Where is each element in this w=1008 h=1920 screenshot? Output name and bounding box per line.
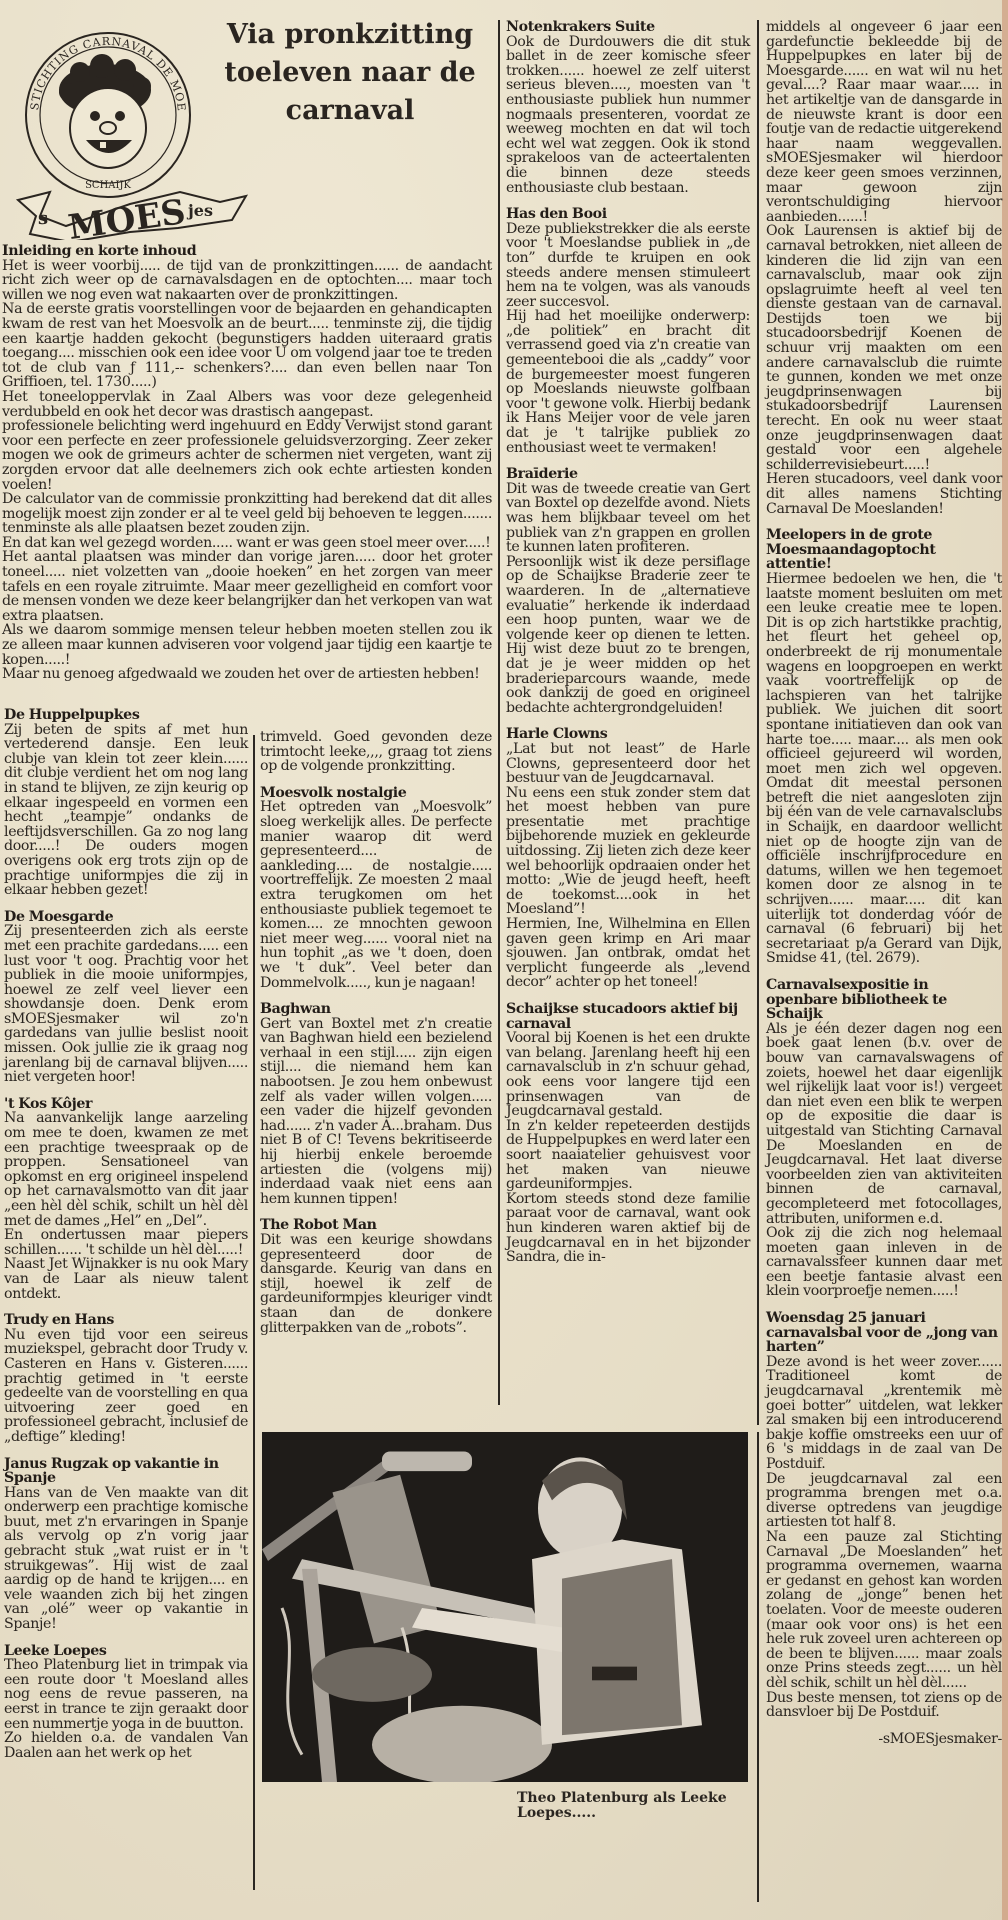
section-paragraph: Het optreden van „Moesvolk” sloeg werkelijk alles. De perfecte manier waarop dit werd gepresenteerd.... de aankleding.... de nostalgie..... voortreffelijk. Ze moesten 2 maal extra terugkomen om het enthousiaste publiek tegemoet te komen.... ze mnochten gewoon niet meer weg...... vooral niet na hun tophit „as we 't doen, doen we 't duk”. Veel beter dan Dommelvolk....., kun je nagaan! bbox=[260, 799, 492, 991]
banner-main-text: MOES bbox=[65, 192, 189, 240]
section-paragraph: Ook Laurensen is aktief bij de carnaval betrokken, niet alleen de kinderen die lid zijn van een carnavalsclub, maar ook zijn opslagruimte heeft al veel ten dienste gestaan van de carnaval. Destijds toen we bij stucadoorsbedrijf Koenen de schuur vrij maakten om een andere carnavalsclub die ruimte te gunnen, konden we met onze jeugdprinsenwagen bij stukadoorsbedrijf Laurensen terecht. En ook nu weer staat onze jeugdprinsenwagen daat gestald voor een algehele schilderrevisiebeurt.....! bbox=[766, 223, 1002, 473]
section-heading: Trudy en Hans bbox=[4, 1312, 115, 1329]
article-section bbox=[506, 207, 750, 455]
section-paragraph: Nu even tijd voor een seireus muziekspel, gebracht door Trudy v. Casteren en Hans v. Gisteren...... prachtig getimed in 't eerste gedeelte van de voorstelling en qua uitvoering zeer goed en professioneel gebracht, inclusief de „deftige” kleding! bbox=[4, 1326, 248, 1445]
intro-paragraph: Maar nu genoeg afgedwaald we zouden het over de artiesten hebben! bbox=[2, 666, 480, 683]
article-section bbox=[506, 467, 750, 715]
intro-paragraph: De calculator van de commissie pronkzitting had berekend dat dit alles mogelijk moest zijn zonder er al te veel geld bij behoeven te leggen....... tenminste als alle plaatsen bezet zouden zijn. bbox=[2, 491, 492, 537]
column-rule bbox=[253, 735, 255, 1890]
seal-bottom-text: SCHAIJK bbox=[85, 180, 131, 191]
section-paragraph: De jeugdcarnaval zal een programma brengen met o.a. diverse optredens van jeugdige artiesten tot half 8. bbox=[766, 1470, 1002, 1531]
headline-line: Via pronkzitting bbox=[226, 19, 474, 50]
section-paragraph: Theo Platenburg liet in trimpak via een route door 't Moesland alles nog eens de revue passeren, na eerst in trance te zijn geraakt door een nummertje yoga in de buutton. bbox=[4, 1657, 248, 1732]
article-section bbox=[260, 786, 492, 990]
section-heading: Carnavalsexpositie in openbare bibliotheek te Schaijk bbox=[766, 977, 947, 1023]
section-paragraph: Hiermee bedoelen we hen, die 't laatste moment besluiten om met een leuke creatie mee te lopen. Dit is op zich hartstikke prachtig, het fleurt het geheel op, onderbreekt de rij monumentale wagens en loopgroepen en werkt vaak voortreffelijk op de lachspieren van het talrijke publiek. We juichen dit soort spontane initiatieven dan ook van harte toe..... maar.... als men ook officieel gejureerd wil worden, moet men zich wel opgeven. Omdat dit meestal personen betreft die niet aangesloten zijn bij één van de vele carnavalsclubs in Schaijk, en daardoor wellicht niet op de hoogte zijn van de officiële inschrijfprocedure en datums, willen we hen tegemoet komen door ze alsnog in te schrijven...... maar..... dit kan uiterlijk tot donderdag vóór de carnaval (6 februari) bij het secretariaat p/a Gerard van Dijk, Smidse 41, (tel. 2679). bbox=[766, 570, 1002, 967]
section-paragraph: Na aanvankelijk lange aarzeling om mee te doen, kwamen ze met een prachtige tweespraak op de proppen. Sensationeel van opkomst en erg origineel inspelend op het carnavalsmotto van dit jaar „een hèl dèl schik, schilt un hèl dèl met de dames „Hel” en „Del”. bbox=[4, 1110, 248, 1229]
column-3 bbox=[506, 20, 750, 1277]
section-heading: Janus Rugzak op vakantie in Spanje bbox=[4, 1455, 219, 1487]
section-heading: Meelopers in de grote Moesmaandagoptocht attentie! bbox=[766, 527, 936, 573]
intro-paragraph: Als we daarom sommige mensen teleur hebben moeten stellen zou ik ze alleen maar kunnen adviseren voor volgend jaar tijdig een kaartje te kopen.....! bbox=[2, 622, 492, 668]
column-rule bbox=[757, 20, 759, 1425]
article-section bbox=[4, 1644, 248, 1761]
section-paragraph: Hermien, Ine, Wilhelmina en Ellen gaven geen krimp en Ari maar sjouwen. Jan ontbrak, omdat het verplicht fungeerde als „levend decor” achter op het toneel! bbox=[506, 916, 750, 991]
section-paragraph: Ook de Durdouwers die dit stuk ballet in de zeer komische sfeer trokken...... hoewel ze zelf uiterst serieus bleven...., moesten van 't enthousiaste publiek hun nummer nogmaals presenteren, voordat ze weeweg mochten en dat wil toch echt wel wat zeggen. Ook ik stond sprakeloos van de acteertalenten die binnen deze steeds enthousiaste club bestaan. bbox=[506, 33, 750, 196]
intro-paragraph: Het toneeloppervlak in Zaal Albers was voor deze gelegenheid verdubbeld en ook het decor was drastisch aangepast. bbox=[2, 388, 492, 420]
section-heading: Harle Clowns bbox=[506, 726, 608, 743]
photo-theo-platenburg bbox=[262, 1432, 748, 1782]
section-paragraph: trimveld. Goed gevonden deze trimtocht leeke,,,, graag tot ziens op de volgende pronkzitting. bbox=[260, 729, 492, 775]
article-section bbox=[766, 528, 1002, 966]
section-paragraph: „Lat but not least” de Harle Clowns, gepresenteerd door het bestuur van de Jeugdcarnaval. bbox=[506, 740, 750, 787]
section-paragraph: Zij presenteerden zich als eerste met een prachite gardedans..... een lust voor 't oog. Prachtig voor het publiek in die mooie uniformpjes, hoewel ze zelf veel liever een showdansje doen. Denk erom sMOESjesmaker wil zo'n gardedans van jullie beslist nooit missen. Ook jullie zie ik graag nog jarenlang bij de carnaval blijven..... niet vergeten hoor! bbox=[4, 923, 248, 1086]
article-section bbox=[260, 1002, 492, 1206]
section-paragraph: In z'n kelder repeteerden destijds de Huppelpupkes en werd later een soort naaiatelier gehuisvest voor het maken van nieuwe gardeuniformpjes. bbox=[506, 1117, 750, 1193]
article-section bbox=[260, 1218, 492, 1335]
column-1 bbox=[4, 708, 248, 1772]
article-section bbox=[4, 708, 248, 898]
article-section bbox=[766, 978, 1002, 1299]
section-paragraph: Na een pauze zal Stichting Carnaval „De Moeslanden” het programma overnemen, waarna er gedanst en gehost kan worden zolang de „jonge” benen het toelaten. Voor de meeste ouderen (maar ook voor ons) is het een hele ruk zoveel uren achtereen op de been te blijven...... maar zoals onze Prins steeds zegt...... un hèl dèl schik, schilt un hèl dèl...... bbox=[766, 1528, 1002, 1691]
section-heading: Baghwan bbox=[260, 1001, 331, 1018]
intro-paragraph: Het aantal plaatsen was minder dan vorige jaren..... door het groter toneel..... niet volzetten van „dooie hoeken” en het zorgen van meer tafels en een royale zitruimte. Maar meer gezelligheid en comfort voor de mensen vonden we deze keer belangrijker dan het verkopen van wat extra plaatsen. bbox=[2, 549, 492, 624]
section-paragraph: Dit was de tweede creatie van Gert van Boxtel op dezelfde avond. Niets was hem blijkbaar teveel om het publiek van z'n grappen en grollen te kunnen laten profiteren. bbox=[506, 480, 750, 556]
article-section bbox=[506, 20, 750, 195]
intro-paragraph: professionele belichting werd ingehuurd en Eddy Verwijst stond garant voor een perfecte en zeer professionele geluidsverzorging. Zeer zeker mogen we ook de grimeurs achter de schermen niet vergeten, want zij zorgden ervoor dat alle deelnemers zich ook echte artiesten konden voelen! bbox=[2, 418, 492, 493]
article-section bbox=[4, 910, 248, 1085]
section-paragraph: Persoonlijk wist ik deze persiflage op de Schaijkse Braderie zeer te waarderen. In de „alternatieve evaluatie” herkende ik inderdaad een hoop punten, waar we de volgende keer op dienen te letten. Hij wist deze buut zo te brengen, dat je je weer midden op het braderieparcours waande, mede ook dankzij de goed en origineel bedachte achtergrondgeluiden! bbox=[506, 553, 750, 716]
column-rule bbox=[757, 1432, 759, 1902]
section-paragraph: Deze avond is het weer zover...... Traditioneel komt de jeugdcarnaval „krentemik mè goei botter” uitdelen, wat lekker zal smaken bij een introducerend bakje koffie omstreeks een uur of 6 's middags in de zaal van De Postduif. bbox=[766, 1353, 1002, 1472]
section-paragraph: Vooral bij Koenen is het een drukte van belang. Jarenlang heeft hij een carnavalsclub in z'n schuur gehad, ook eens voor langere tijd een prinsenwagen van de Jeugdcarnaval gestald. bbox=[506, 1030, 750, 1120]
column-2 bbox=[260, 730, 492, 1347]
article-section bbox=[4, 1097, 248, 1301]
section-heading: Woensdag 25 januari carnavalsbal voor de „jong van harten” bbox=[766, 1310, 998, 1356]
banner-left-text: s bbox=[38, 208, 49, 229]
section-paragraph: Dus beste mensen, tot ziens op de dansvloer bij De Postduif. bbox=[766, 1689, 1002, 1721]
section-paragraph: Naast Jet Wijnakker is nu ook Mary van de Laar als nieuw talent ontdekt. bbox=[4, 1256, 248, 1302]
intro-paragraph: Het is weer voorbij..... de tijd van de pronkzittingen...... de aandacht richt zich weer op de carnavalsdagen en de optochten.... maar toch willen we nog even wat nakaarten over de pronkzittingen. bbox=[2, 257, 492, 303]
section-heading: De Huppelpupkes bbox=[4, 707, 140, 723]
section-paragraph: middels al ongeveer 6 jaar een gardefunctie bekleedde bij de Huppelpupkes en later bij de Moesgarde...... en wat wil nu het geval....? Raar maar waar..... in het artikeltje van de dansgarde in de nieuwste krant is door een foutje van de redactie uitgerekend haar naam weggevallen. sMOESjesmaker wil hierdoor deze keer geen smoes verzinnen, maar gewoon zijn verontschuldiging hiervoor aanbieden......! bbox=[766, 19, 1002, 225]
section-paragraph: Hij had het moeilijke onderwerp: „de politiek” en bracht dit verrassend goed via z'n creatie van gemeentebooi die als „caddy” voor de burgemeester moest fungeren op Moeslands nieuwste golfbaan voor 't gewone volk. Hierbij bedank ik Hans Meijer voor de vele jaren dat je 't talrijke publiek zo enthousiast weet te vermaken! bbox=[506, 308, 750, 456]
article-section bbox=[766, 1311, 1002, 1720]
paper-edge bbox=[1002, 0, 1008, 1920]
section-paragraph: En ondertussen maar piepers schillen...... 't schilde un hèl dèl.....! bbox=[4, 1227, 248, 1258]
section-heading: Moesvolk nostalgie bbox=[260, 784, 407, 801]
seal-ring-text: STICHTING CARNAVAL DE MOE bbox=[28, 34, 189, 113]
article-section bbox=[506, 727, 750, 990]
article-section bbox=[506, 1002, 750, 1265]
headline-line: carnaval bbox=[285, 95, 415, 126]
column-rule bbox=[498, 20, 500, 1405]
section-paragraph: Zij beten de spits af met hun vertederend dansje. Een leuk clubje van klein tot zeer klein...... dit clubje verdient het om nog lang in stand te blijven, ze zijn keurig op elkaar ingespeeld en vormen een hecht „teampje” ondanks de leeftijdsverschillen. Ga zo nog lang door.....! De ouders mogen overigens ook erg trots zijn op de prachtige uniformpjes die zij in elkaar hebben gezet! bbox=[4, 721, 248, 899]
section-paragraph: Kortom steeds stond deze familie paraat voor de carnaval, want ook hun kinderen waren aktief bij de Jeugdcarnaval en in het bijzonder Sandra, die in- bbox=[506, 1190, 750, 1266]
article-section bbox=[766, 20, 1002, 516]
intro-paragraph: Na de eerste gratis voorstellingen voor de bejaarden en gehandicapten kwam de rest van het Moesvolk an de beurt..... tenminste zij, die tijdig een kaartje hadden gekocht (begunstigers hadden uiteraard gratis toegang.... misschien ook een idee voor U om volgend jaar toe te treden tot de club van ƒ 111,-- schenkers?.... dan even bellen naar Ton Griffioen, tel. 1730.....) bbox=[2, 301, 492, 391]
section-heading: The Robot Man bbox=[260, 1217, 377, 1234]
section-paragraph: Nu eens een stuk zonder stem dat het moest hebben van pure presentatie met prachtige bijbehorende muziek en gekleurde uitdossing. Zij lieten zich deze keer wel behoorlijk opdraaien onder het motto: „Wie de jeugd heeft, heeft de toekomst....ook in het Moesland”! bbox=[506, 784, 750, 918]
section-heading: Schaijkse stucadoors aktief bij carnaval bbox=[506, 1001, 738, 1032]
stage-photo-icon bbox=[262, 1432, 748, 1782]
article-section bbox=[260, 730, 492, 774]
section-paragraph: Ook zij die zich nog helemaal moeten gaan inleven in de carnavalssfeer kunnen daar met een beetje fantasie alvast een klein voorproefje nemen.....! bbox=[766, 1225, 1002, 1300]
headline bbox=[190, 16, 510, 130]
column-4 bbox=[766, 20, 1002, 1746]
section-paragraph: Dit was een keurige showdans gepresenteerd door de dansgarde. Keurig van dans en stijl, hoewel ik zelf de gardeuniformpjes kleuriger vindt staan dan de donkere glitterpakken van de „robots”. bbox=[260, 1232, 492, 1336]
section-heading: Has den Booi bbox=[506, 206, 607, 223]
headline-line: toeleven naar de bbox=[224, 57, 476, 88]
section-heading: De Moesgarde bbox=[4, 908, 114, 925]
photo-caption: Theo Platenburg als Leeke Loepes..... bbox=[517, 1790, 727, 1821]
banner-right-text: jes bbox=[188, 201, 213, 220]
section-paragraph: Hans van de Ven maakte van dit onderwerp een prachtige komische buut, met z'n ervaringen in Spanje als vervolg op z'n vorig jaar gebracht stuk „wat ruist er in 't struikgewas”. Hij wist de zaal aardig op de hand te krijgen.... en vele waanden zich bij het zingen van „olé” weer op vakantie in Spanje! bbox=[4, 1484, 248, 1633]
section-heading: Leeke Loepes bbox=[4, 1642, 107, 1659]
intro-paragraph: En dat kan wel gezegd worden..... want er was geen stoel meer over.....! bbox=[2, 534, 491, 551]
article-section bbox=[4, 1457, 248, 1632]
intro-section bbox=[2, 244, 492, 682]
section-heading: Braīderie bbox=[506, 466, 578, 483]
section-paragraph: Heren stucadoors, veel dank voor dit alles namens Stichting Carnaval De Moeslanden! bbox=[766, 471, 1002, 517]
section-heading: 't Kos Kôjer bbox=[4, 1095, 93, 1112]
author-signature: -sMOESjesmaker- bbox=[878, 1730, 1002, 1747]
section-heading: Notenkrakers Suite bbox=[506, 19, 655, 35]
section-paragraph: Zo hielden o.a. de vandalen Van Daalen aan het werk op het bbox=[4, 1730, 248, 1761]
section-paragraph: Gert van Boxtel met z'n creatie van Baghwan hield een bezielend verhaal in een stijl..... zijn eigen stijl.... die niemand hem kan nabootsen. Je zou hem onbewust zelf als vader willen volgen..... een vader die hijzelf gevonden had...... z'n vader A...braham. Dus niet B of C! Tevens bekritiseerde hij hierbij enkele beroemde artiesten die (volgens mij) inderdaad vaak niet eens aan hem kunnen tippen! bbox=[260, 1015, 492, 1207]
section-paragraph: Deze publiekstrekker die als eerste voor 't Moeslandse publiek in „de ton” durfde te kruipen en ook steeds andere mensen stimuleert hem na te volgen, was als vanouds zeer succesvol. bbox=[506, 220, 750, 310]
article-section bbox=[4, 1313, 248, 1444]
section-heading: Inleiding en korte inhoud bbox=[2, 243, 197, 259]
section-paragraph: Als je één dezer dagen nog een boek gaat lenen (b.v. over de bouw van carnavalswagens of zoiets, hoewel het daar eigenlijk wel rijkelijk laat voor is!) vergeet dan niet even een blik te werpen op de expositie die daar is uitgestald van Stichting Carnaval De Moeslanden en de Jeugdcarnaval. Het laat diverse voorbeelden zien van aktiviteiten binnen de carnaval, gecompleteerd met fotocollages, attributen, uniformen e.d. bbox=[766, 1020, 1002, 1227]
